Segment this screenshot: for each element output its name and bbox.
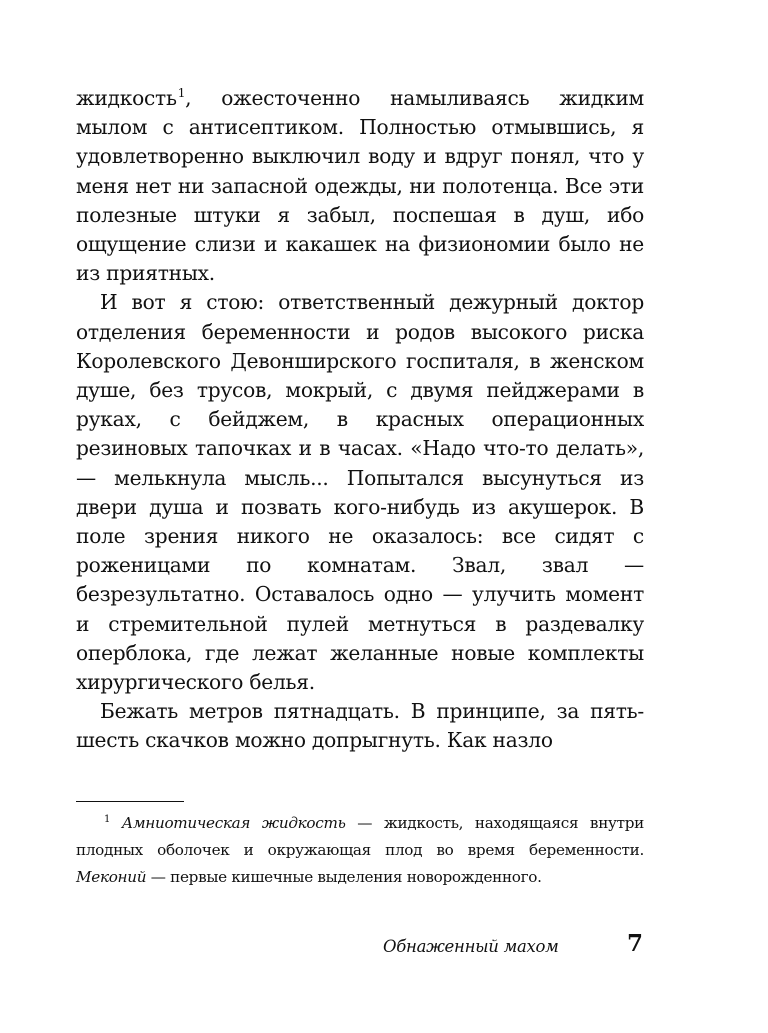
main-text [76,84,644,756]
paragraph-1 [76,84,644,288]
page-number: 7 [627,930,644,957]
footnote-reference: 1 [177,86,186,101]
footnote-term-meconium: Меконий [76,868,147,886]
footnote-definition-meconium: — первые кишечные выделения новорожденного. [146,868,542,886]
footnote-divider [76,801,184,802]
running-title: Обнаженный махом [383,937,559,956]
paragraph-1-rest: , ожесточенно намыливаясь жидким мылом с антисептиком. Полностью отмывшись, я удовлетворенно выключил воду и вдруг понял, что у меня нет ни запасной одежды, ни полотенца. Все эти полезные штуки я забыл, поспешая в душ, ибо ощущение слизи и какашек на физиономии было не из приятных. [76,86,644,286]
paragraph-3: Бежать метров пятнадцать. В принципе, за пять-шесть скачков можно допрыгнуть. Как назло [76,699,644,753]
paragraph-2: И вот я стою: ответственный дежурный доктор отделения беременности и родов высокого риска Королевского Девонширского госпиталя, в женском душе, без трусов, мокрый, с двумя пейджерами в руках, с бейджем, в красных операционных резиновых тапочках и в часах. «Надо что-то делать»,— мелькнула мысль... Попытался высунуться из двери душа и позвать кого-нибудь из акушерок. В поле зрения никого не оказалось: все сидят с роженицами по комнатам. Звал, звал — безрезультатно. Оставалось одно — улучить момент и стремительной пулей метнуться в раздевалку оперблока, где лежат желанные новые комплекты хирургического белья. [76,290,644,695]
footnote-marker: 1 [104,813,111,825]
paragraph-1-start: жидкость [76,86,177,110]
footnote-definition-amniotic-fluid: — жидкость, находящаяся внутри плодных оболочек и окружающая плод во время беременности. [76,814,644,859]
footnote [76,810,644,891]
footnote-term-amniotic-fluid: Амниотическая жидкость [121,814,346,832]
